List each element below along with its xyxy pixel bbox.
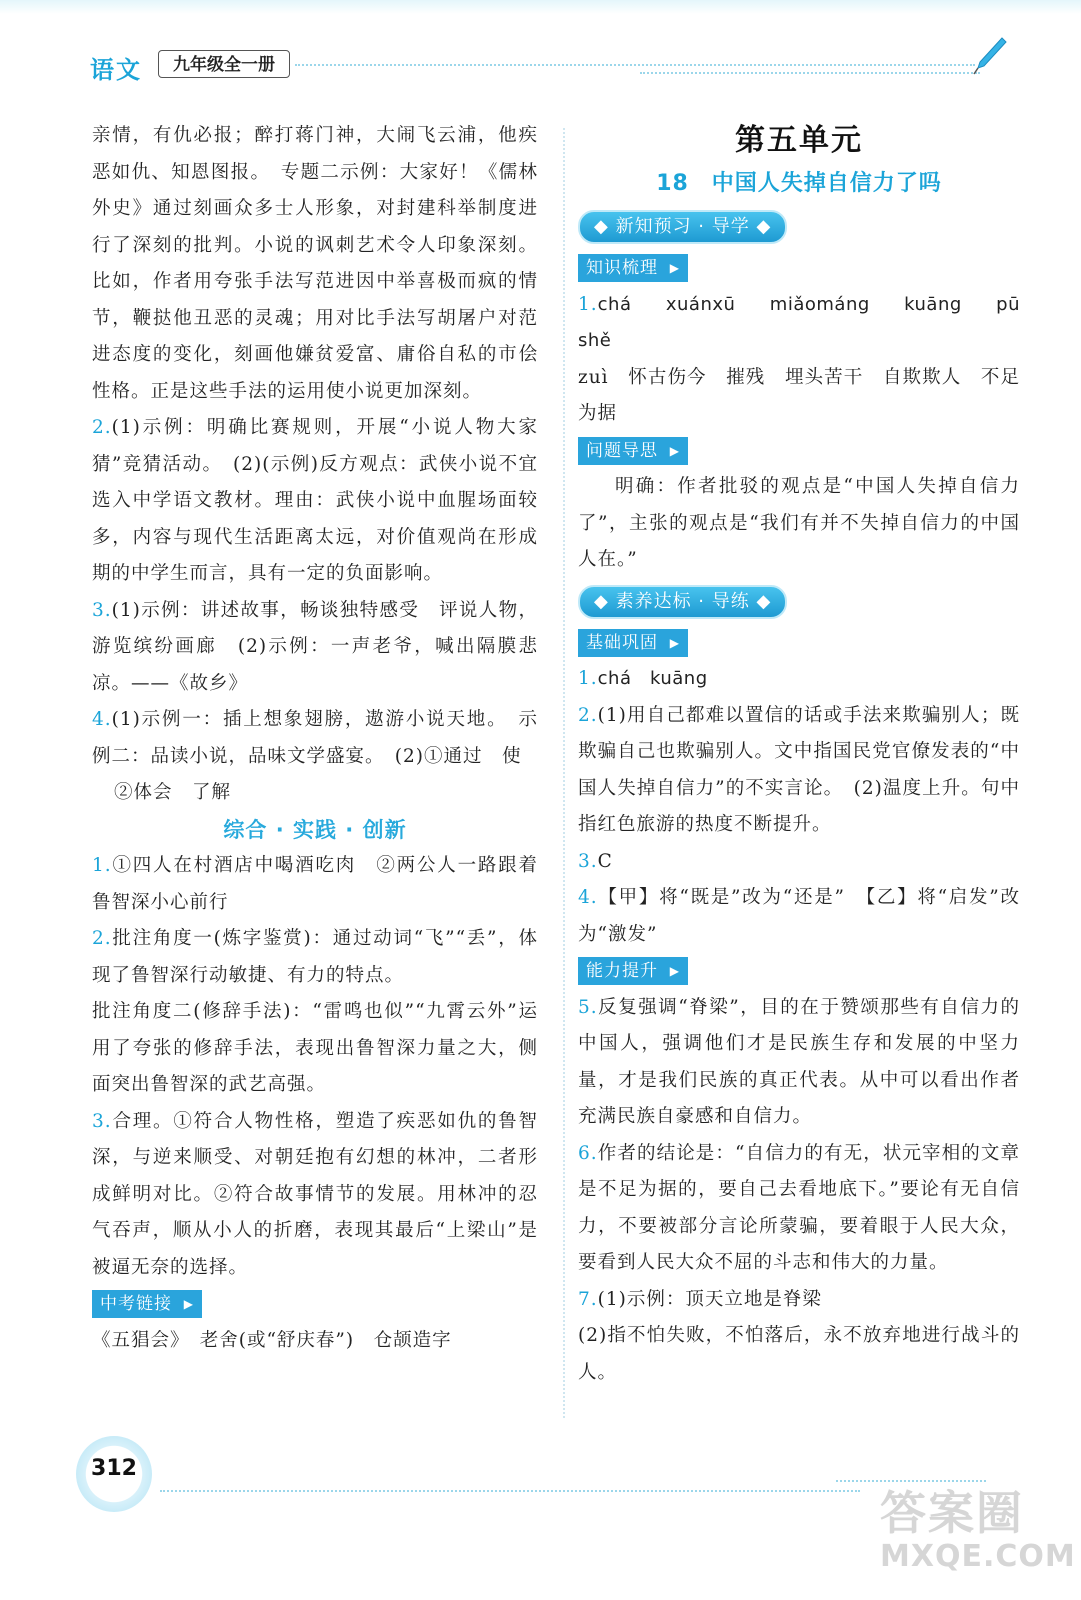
grade-label: 九年级全一册 [158, 50, 290, 78]
knowledge-item-1 [578, 287, 1020, 360]
pinyin-line: chá xuánxū miǎománg kuāng pū shě [578, 293, 1020, 351]
ability-item-7-part-2: (2)指不怕失败，不怕落后，永不放弃地进行战斗的人。 [578, 1325, 1020, 1383]
pen-icon [972, 36, 1008, 76]
item-text: 反复强调“脊梁”，目的在于赞颂那些有自信力的中国人，强调他们才是民族生存和发展的中坚力量，才是我们民族的真正代表。从中可以看出作者充满民族自豪感和自信力。 [578, 996, 1020, 1127]
item-text: 【甲】将“既是”改为“还是” 【乙】将“启发”改为“激发” [578, 887, 1020, 945]
left-column [92, 118, 538, 1359]
watermark-logo-text: 答案圈 [880, 1486, 1024, 1540]
ability-item-6 [578, 1136, 1020, 1282]
preview-pill: ◆ 新知预习 · 导学 ◆ [578, 210, 787, 244]
practice-item-2 [92, 921, 538, 994]
item-number: 6. [578, 1142, 598, 1164]
column-divider [563, 128, 565, 1418]
question-guide-tag: 问题导思 ▶ [578, 437, 688, 465]
item-number: 7. [578, 1288, 598, 1310]
item-number: 5. [578, 996, 598, 1018]
ability-tag: 能力提升 ▶ [578, 957, 688, 985]
page-number: 312 [91, 1456, 137, 1481]
ability-item-5 [578, 990, 1020, 1136]
item-text: 合理。①符合人物性格，塑造了疾恶如仇的鲁智深，与逆来顺受、对朝廷抱有幻想的林冲，二者形成鲜明对比。②符合故事情节的发展。用林冲的忍气吞声，顺从小人的折磨，表现其最后“上梁山”是被逼无奈的选择。 [92, 1110, 538, 1278]
item-text: (1)示例：顶天立地是脊梁 [597, 1288, 822, 1310]
item-number: 1. [92, 855, 112, 876]
answer-item-4-extra: ②体会 了解 [114, 782, 232, 803]
practice-pill: ◆ 素养达标 · 导练 ◆ [578, 585, 787, 619]
lesson-title: 18 中国人失掉自信力了吗 [656, 171, 942, 196]
exam-answer: 《五猖会》 老舍(或“舒庆春”) 仓颉造字 [92, 1329, 452, 1351]
subject-label: 语文 [90, 56, 142, 84]
answer-item-3 [92, 593, 538, 703]
item-number: 2. [578, 704, 598, 726]
footer-divider [160, 1490, 860, 1492]
practice-item-1 [92, 848, 538, 921]
item-number: 2. [92, 928, 112, 949]
item-text: (1)示例：讲述故事，畅谈独特感受 评说人物，游览缤纷画廊 (2)示例：一声老爷，喊出隔膜悲凉。——《故乡》 [92, 599, 538, 694]
guide-paragraph: 明确：作者批驳的观点是“中国人失掉自信力了”，主张的观点是“我们有并不失掉自信力的中国人在。” [578, 476, 1020, 570]
practice-item-3 [92, 1104, 538, 1287]
item-number: 4. [92, 709, 112, 730]
item-number: 1. [578, 668, 598, 689]
basic-item-2 [578, 698, 1020, 844]
item-number: 2. [92, 417, 112, 438]
exam-link-tag: 中考链接 ▶ [92, 1290, 202, 1318]
item-number: 3. [92, 1110, 112, 1132]
knowledge-item-1-rest: zuì 怀古伤今 摧残 埋头苦干 自欺欺人 不足为据 [578, 366, 1020, 424]
item-text: 作者的结论是：“自信力的有无，状元宰相的文章是不足为据的，要自己去看地底下。”要论有无自信力，不要被部分言论所蒙骗，要着眼于人民大众，要看到人民大众不屈的斗志和伟大的力量。 [578, 1142, 1020, 1273]
item-text: (1)示例一：插上想象翅膀，遨游小说天地。 示例二：品读小说，品味文学盛宴。 (2)①通过 使 [92, 709, 538, 767]
right-column [578, 118, 1020, 1391]
item-text: (1)示例：明确比赛规则，开展“小说人物大家猜”竞猜活动。 (2)(示例)反方观点：武侠小说不宜选入中学语文教材。理由：武侠小说中血腥场面较多，内容与现代生活距离太远，对价值观尚在形成期的中学生而言，具有一定的负面影响。 [92, 417, 538, 584]
item-number: 3. [578, 850, 598, 872]
footer-dots [836, 1480, 986, 1482]
basic-item-1 [578, 661, 1020, 698]
item-number: 1. [578, 293, 598, 315]
top-band [0, 0, 1081, 14]
item-text: (1)用自己都难以置信的话或手法来欺骗别人；既欺骗自己也欺骗别人。文中指国民党官僚发表的“中国人失掉自信力”的不实言论。 (2)温度上升。句中指红色旅游的热度不断提升。 [578, 704, 1020, 835]
basic-tag: 基础巩固 ▶ [578, 629, 688, 657]
ability-item-7 [578, 1282, 1020, 1319]
header-dots [640, 72, 980, 74]
item-number: 3. [92, 599, 112, 621]
basic-item-4 [578, 880, 1020, 953]
intro-paragraph: 亲情，有仇必报；醉打蒋门神，大闹飞云浦，他疾恶如仇、知恩图报。 专题二示例：大家好！《儒林外史》通过刻画众多士人形象，对封建科举制度进行了深刻的批判。小说的讽刺艺术令人印象深刻。比如，作者用夸张手法写范进因中举喜极而疯的情节，鞭挞他丑恶的灵魂；用对比手法写胡屠户对范进态度的变化，刻画他嫌贫爱富、庸俗自私的市侩性格。正是这些手法的运用使小说更加深刻。 [92, 125, 538, 402]
item-text: C [597, 850, 613, 872]
basic-item-3 [578, 844, 1020, 881]
answer-item-4 [92, 702, 538, 775]
item-text: ①四人在村酒店中喝酒吃肉 ②两公人一路跟着鲁智深小心前行 [92, 855, 538, 913]
section-title: 综合 · 实践 · 创新 [223, 817, 407, 842]
answer-item-2 [92, 410, 538, 593]
item-number: 4. [578, 887, 598, 908]
header-divider [295, 64, 975, 66]
knowledge-tag: 知识梳理 ▶ [578, 254, 688, 282]
unit-title: 第五单元 [735, 123, 863, 158]
watermark-url: MXQE.COM [880, 1539, 1076, 1574]
watermark [880, 1486, 1076, 1586]
item-text: chá kuāng [597, 668, 708, 689]
item-text: 批注角度一(炼字鉴赏)：通过动词“飞”“丢”，体现了鲁智深行动敏捷、有力的特点。 [92, 928, 538, 986]
annotation-angle-2: 批注角度二(修辞手法)：“雷鸣也似”“九霄云外”运用了夸张的修辞手法，表现出鲁智深力量之大，侧面突出鲁智深的武艺高强。 [92, 1001, 538, 1095]
